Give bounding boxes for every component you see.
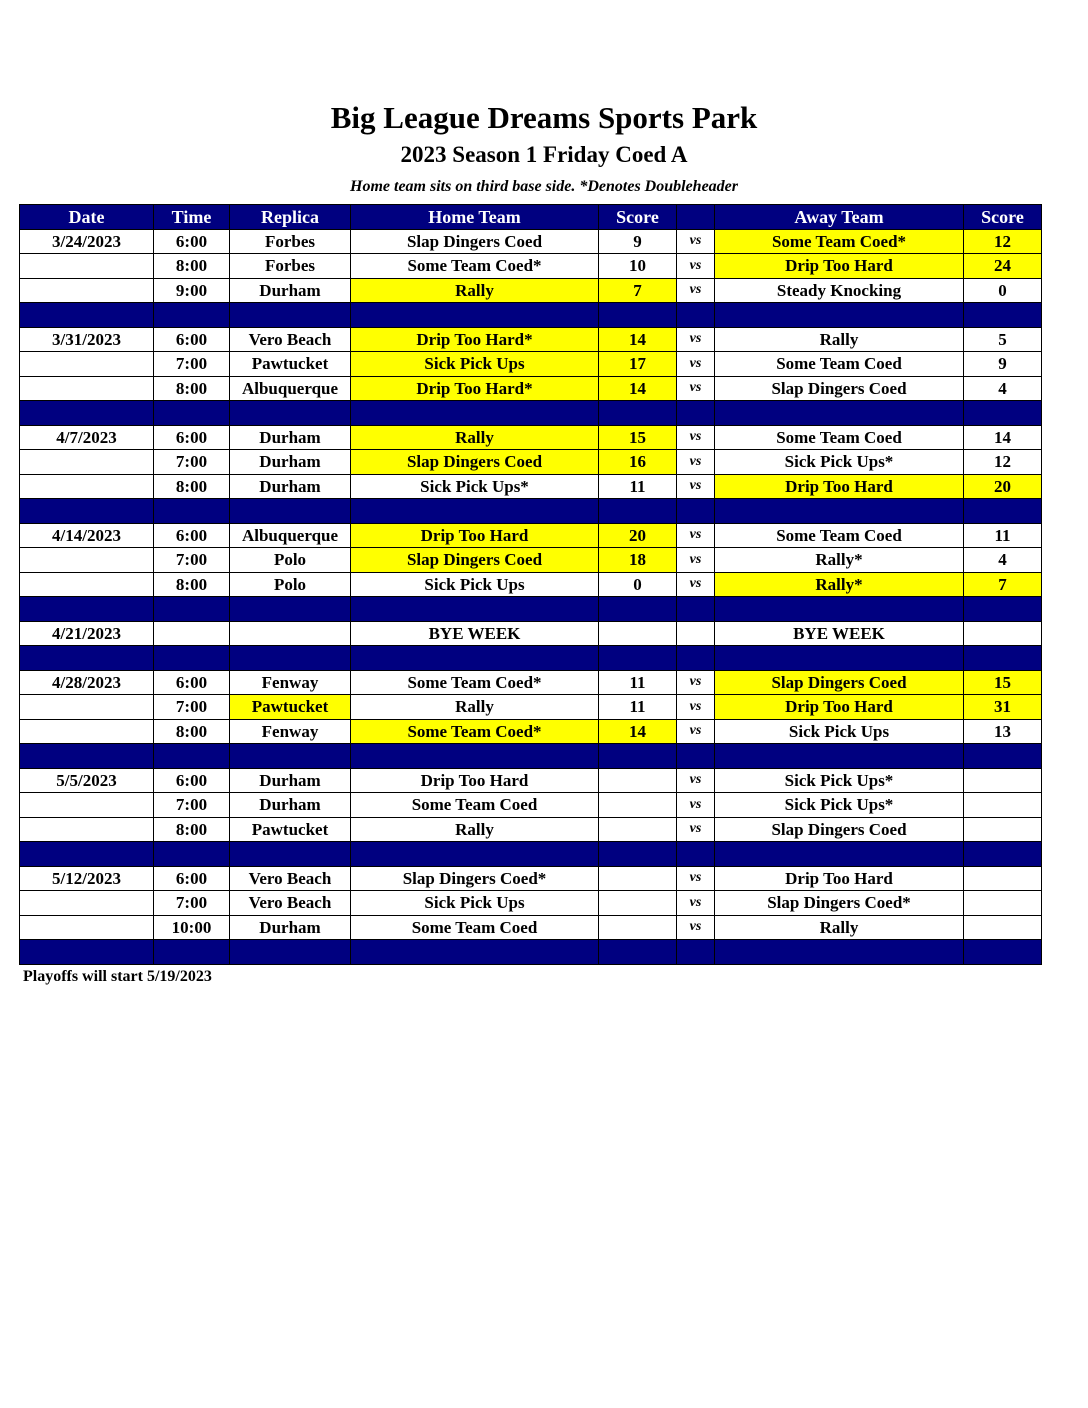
time-cell: 8:00 bbox=[154, 572, 230, 597]
date-cell: 4/14/2023 bbox=[20, 523, 154, 548]
date-cell bbox=[20, 254, 154, 279]
game-row bbox=[20, 450, 1042, 475]
game-row bbox=[20, 915, 1042, 940]
separator-cell bbox=[20, 499, 154, 524]
away-team-cell: Drip Too Hard bbox=[715, 474, 964, 499]
separator-cell bbox=[715, 499, 964, 524]
separator-cell bbox=[230, 646, 351, 671]
separator-cell bbox=[599, 940, 677, 965]
replica-cell: Durham bbox=[230, 474, 351, 499]
replica-cell: Pawtucket bbox=[230, 352, 351, 377]
separator-cell bbox=[230, 744, 351, 769]
separator-cell bbox=[964, 401, 1042, 426]
home-team-cell: Drip Too Hard* bbox=[351, 376, 599, 401]
home-team-cell: Rally bbox=[351, 695, 599, 720]
game-row bbox=[20, 376, 1042, 401]
separator-cell bbox=[154, 744, 230, 769]
date-cell: 3/31/2023 bbox=[20, 327, 154, 352]
replica-cell: Forbes bbox=[230, 229, 351, 254]
separator-cell bbox=[351, 303, 599, 328]
separator-cell bbox=[964, 597, 1042, 622]
away-score-cell: 4 bbox=[964, 376, 1042, 401]
week-separator-row bbox=[20, 646, 1042, 671]
vs-cell: vs bbox=[677, 719, 715, 744]
separator-cell bbox=[599, 744, 677, 769]
home-team-cell: Sick Pick Ups* bbox=[351, 474, 599, 499]
schedule-note: Home team sits on third base side. *Denotes Doubleheader bbox=[350, 178, 738, 195]
vs-cell: vs bbox=[677, 866, 715, 891]
replica-cell: Pawtucket bbox=[230, 817, 351, 842]
home-team-cell: Sick Pick Ups bbox=[351, 352, 599, 377]
col-header-home-score: Score bbox=[599, 205, 677, 230]
separator-cell bbox=[230, 597, 351, 622]
home-team-cell: Some Team Coed* bbox=[351, 670, 599, 695]
week-separator-row bbox=[20, 597, 1042, 622]
away-team-cell: Sick Pick Ups bbox=[715, 719, 964, 744]
away-team-cell: Rally* bbox=[715, 572, 964, 597]
away-score-cell: 7 bbox=[964, 572, 1042, 597]
separator-cell bbox=[351, 646, 599, 671]
vs-cell: vs bbox=[677, 695, 715, 720]
separator-cell bbox=[715, 597, 964, 622]
home-team-cell: Sick Pick Ups bbox=[351, 891, 599, 916]
home-team-cell: Rally bbox=[351, 278, 599, 303]
home-score-cell bbox=[599, 891, 677, 916]
date-cell: 3/24/2023 bbox=[20, 229, 154, 254]
time-cell: 9:00 bbox=[154, 278, 230, 303]
date-cell bbox=[20, 817, 154, 842]
away-score-cell: 12 bbox=[964, 450, 1042, 475]
game-row bbox=[20, 695, 1042, 720]
date-cell bbox=[20, 278, 154, 303]
separator-cell bbox=[351, 401, 599, 426]
home-score-cell: 11 bbox=[599, 670, 677, 695]
vs-cell: vs bbox=[677, 793, 715, 818]
home-score-cell: 14 bbox=[599, 719, 677, 744]
separator-cell bbox=[351, 940, 599, 965]
separator-cell bbox=[964, 646, 1042, 671]
game-row bbox=[20, 229, 1042, 254]
separator-cell bbox=[715, 744, 964, 769]
time-cell: 6:00 bbox=[154, 425, 230, 450]
replica-cell: Polo bbox=[230, 572, 351, 597]
time-cell: 6:00 bbox=[154, 866, 230, 891]
separator-cell bbox=[230, 842, 351, 867]
home-score-cell: 9 bbox=[599, 229, 677, 254]
time-cell: 6:00 bbox=[154, 229, 230, 254]
separator-cell bbox=[351, 842, 599, 867]
game-row bbox=[20, 352, 1042, 377]
away-team-cell: Some Team Coed bbox=[715, 352, 964, 377]
separator-cell bbox=[599, 401, 677, 426]
col-header-away-score: Score bbox=[964, 205, 1042, 230]
game-row bbox=[20, 548, 1042, 573]
replica-cell: Durham bbox=[230, 768, 351, 793]
separator-cell bbox=[677, 401, 715, 426]
week-separator-row bbox=[20, 303, 1042, 328]
away-team-cell: Rally* bbox=[715, 548, 964, 573]
away-score-cell bbox=[964, 866, 1042, 891]
away-team-cell: Drip Too Hard bbox=[715, 695, 964, 720]
schedule-table bbox=[19, 204, 1042, 965]
replica-cell: Polo bbox=[230, 548, 351, 573]
home-team-cell: Sick Pick Ups bbox=[351, 572, 599, 597]
date-cell bbox=[20, 376, 154, 401]
game-row bbox=[20, 572, 1042, 597]
time-cell: 6:00 bbox=[154, 670, 230, 695]
game-row bbox=[20, 670, 1042, 695]
separator-cell bbox=[351, 499, 599, 524]
away-score-cell bbox=[964, 621, 1042, 646]
time-cell: 7:00 bbox=[154, 548, 230, 573]
separator-cell bbox=[154, 499, 230, 524]
vs-cell: vs bbox=[677, 254, 715, 279]
home-team-cell: Slap Dingers Coed bbox=[351, 450, 599, 475]
vs-cell bbox=[677, 621, 715, 646]
time-cell bbox=[154, 621, 230, 646]
away-score-cell: 0 bbox=[964, 278, 1042, 303]
home-team-cell: Slap Dingers Coed bbox=[351, 229, 599, 254]
separator-cell bbox=[715, 842, 964, 867]
away-team-cell: Drip Too Hard bbox=[715, 866, 964, 891]
away-team-cell: Drip Too Hard bbox=[715, 254, 964, 279]
date-cell bbox=[20, 695, 154, 720]
vs-cell: vs bbox=[677, 891, 715, 916]
date-cell bbox=[20, 891, 154, 916]
vs-cell: vs bbox=[677, 915, 715, 940]
away-score-cell: 24 bbox=[964, 254, 1042, 279]
page-title: Big League Dreams Sports Park bbox=[330, 100, 758, 135]
vs-cell: vs bbox=[677, 670, 715, 695]
time-cell: 7:00 bbox=[154, 793, 230, 818]
home-score-cell bbox=[599, 793, 677, 818]
time-cell: 7:00 bbox=[154, 891, 230, 916]
vs-cell: vs bbox=[677, 572, 715, 597]
game-row bbox=[20, 425, 1042, 450]
separator-cell bbox=[230, 303, 351, 328]
home-score-cell bbox=[599, 621, 677, 646]
separator-cell bbox=[599, 646, 677, 671]
away-team-cell: Steady Knocking bbox=[715, 278, 964, 303]
game-row bbox=[20, 327, 1042, 352]
date-cell: 5/12/2023 bbox=[20, 866, 154, 891]
away-team-cell: Slap Dingers Coed bbox=[715, 817, 964, 842]
separator-cell bbox=[964, 940, 1042, 965]
time-cell: 6:00 bbox=[154, 327, 230, 352]
vs-cell: vs bbox=[677, 474, 715, 499]
home-score-cell: 11 bbox=[599, 474, 677, 499]
date-cell bbox=[20, 548, 154, 573]
col-header-replica: Replica bbox=[230, 205, 351, 230]
time-cell: 10:00 bbox=[154, 915, 230, 940]
date-cell bbox=[20, 719, 154, 744]
home-score-cell bbox=[599, 915, 677, 940]
replica-cell: Durham bbox=[230, 915, 351, 940]
away-score-cell: 12 bbox=[964, 229, 1042, 254]
date-cell bbox=[20, 793, 154, 818]
col-header-time: Time bbox=[154, 205, 230, 230]
replica-cell: Vero Beach bbox=[230, 866, 351, 891]
home-score-cell bbox=[599, 768, 677, 793]
away-team-cell: Slap Dingers Coed bbox=[715, 376, 964, 401]
col-header-vs bbox=[677, 205, 715, 230]
home-team-cell: Rally bbox=[351, 425, 599, 450]
separator-cell bbox=[677, 744, 715, 769]
separator-cell bbox=[20, 401, 154, 426]
separator-cell bbox=[964, 744, 1042, 769]
separator-cell bbox=[154, 646, 230, 671]
away-team-cell: Sick Pick Ups* bbox=[715, 768, 964, 793]
col-header-away-team: Away Team bbox=[715, 205, 964, 230]
away-team-cell: Sick Pick Ups* bbox=[715, 793, 964, 818]
home-team-cell: Some Team Coed* bbox=[351, 254, 599, 279]
replica-cell bbox=[230, 621, 351, 646]
week-separator-row bbox=[20, 499, 1042, 524]
away-score-cell bbox=[964, 891, 1042, 916]
home-score-cell: 17 bbox=[599, 352, 677, 377]
separator-cell bbox=[715, 401, 964, 426]
home-team-cell: Slap Dingers Coed* bbox=[351, 866, 599, 891]
separator-cell bbox=[230, 401, 351, 426]
vs-cell: vs bbox=[677, 817, 715, 842]
time-cell: 8:00 bbox=[154, 376, 230, 401]
separator-cell bbox=[154, 940, 230, 965]
away-team-cell: Some Team Coed bbox=[715, 425, 964, 450]
date-cell: 4/7/2023 bbox=[20, 425, 154, 450]
separator-cell bbox=[715, 303, 964, 328]
separator-cell bbox=[20, 940, 154, 965]
home-score-cell: 14 bbox=[599, 327, 677, 352]
away-team-cell: Some Team Coed* bbox=[715, 229, 964, 254]
home-score-cell bbox=[599, 817, 677, 842]
game-row bbox=[20, 768, 1042, 793]
separator-cell bbox=[599, 597, 677, 622]
home-score-cell: 7 bbox=[599, 278, 677, 303]
date-cell: 5/5/2023 bbox=[20, 768, 154, 793]
separator-cell bbox=[154, 842, 230, 867]
vs-cell: vs bbox=[677, 768, 715, 793]
home-team-cell: Slap Dingers Coed bbox=[351, 548, 599, 573]
week-separator-row bbox=[20, 842, 1042, 867]
home-team-cell: Drip Too Hard bbox=[351, 768, 599, 793]
vs-cell: vs bbox=[677, 376, 715, 401]
vs-cell: vs bbox=[677, 229, 715, 254]
separator-cell bbox=[715, 646, 964, 671]
home-team-cell: Drip Too Hard* bbox=[351, 327, 599, 352]
separator-cell bbox=[677, 646, 715, 671]
home-score-cell: 15 bbox=[599, 425, 677, 450]
game-row bbox=[20, 891, 1042, 916]
replica-cell: Durham bbox=[230, 450, 351, 475]
separator-cell bbox=[677, 303, 715, 328]
time-cell: 8:00 bbox=[154, 817, 230, 842]
date-cell: 4/21/2023 bbox=[20, 621, 154, 646]
game-row bbox=[20, 254, 1042, 279]
home-score-cell: 14 bbox=[599, 376, 677, 401]
time-cell: 6:00 bbox=[154, 523, 230, 548]
replica-cell: Fenway bbox=[230, 670, 351, 695]
vs-cell: vs bbox=[677, 450, 715, 475]
home-score-cell: 18 bbox=[599, 548, 677, 573]
home-score-cell: 10 bbox=[599, 254, 677, 279]
home-score-cell bbox=[599, 866, 677, 891]
away-score-cell: 4 bbox=[964, 548, 1042, 573]
vs-cell: vs bbox=[677, 548, 715, 573]
away-team-cell: Rally bbox=[715, 327, 964, 352]
game-row bbox=[20, 866, 1042, 891]
away-team-cell: Slap Dingers Coed bbox=[715, 670, 964, 695]
away-team-cell: Sick Pick Ups* bbox=[715, 450, 964, 475]
separator-cell bbox=[154, 597, 230, 622]
date-cell bbox=[20, 915, 154, 940]
separator-cell bbox=[351, 597, 599, 622]
game-row bbox=[20, 817, 1042, 842]
vs-cell: vs bbox=[677, 278, 715, 303]
separator-cell bbox=[599, 842, 677, 867]
away-score-cell bbox=[964, 768, 1042, 793]
replica-cell: Vero Beach bbox=[230, 327, 351, 352]
time-cell: 7:00 bbox=[154, 352, 230, 377]
replica-cell: Durham bbox=[230, 278, 351, 303]
separator-cell bbox=[677, 842, 715, 867]
separator-cell bbox=[964, 499, 1042, 524]
separator-cell bbox=[154, 401, 230, 426]
game-row bbox=[20, 278, 1042, 303]
vs-cell: vs bbox=[677, 352, 715, 377]
bye-week-row bbox=[20, 621, 1042, 646]
replica-cell: Albuquerque bbox=[230, 523, 351, 548]
away-score-cell: 13 bbox=[964, 719, 1042, 744]
separator-cell bbox=[964, 303, 1042, 328]
separator-cell bbox=[20, 842, 154, 867]
home-team-cell: Some Team Coed* bbox=[351, 719, 599, 744]
separator-cell bbox=[154, 303, 230, 328]
separator-cell bbox=[230, 499, 351, 524]
separator-cell bbox=[677, 597, 715, 622]
home-score-cell: 20 bbox=[599, 523, 677, 548]
separator-cell bbox=[599, 499, 677, 524]
page-subtitle: 2023 Season 1 Friday Coed A bbox=[400, 142, 688, 167]
game-row bbox=[20, 793, 1042, 818]
home-team-cell: Drip Too Hard bbox=[351, 523, 599, 548]
home-team-cell: Rally bbox=[351, 817, 599, 842]
time-cell: 6:00 bbox=[154, 768, 230, 793]
separator-cell bbox=[20, 597, 154, 622]
playoffs-note: Playoffs will start 5/19/2023 bbox=[23, 968, 212, 985]
separator-cell bbox=[599, 303, 677, 328]
table-header-row bbox=[20, 205, 1042, 230]
home-score-cell: 16 bbox=[599, 450, 677, 475]
away-team-cell: Rally bbox=[715, 915, 964, 940]
replica-cell: Albuquerque bbox=[230, 376, 351, 401]
date-cell bbox=[20, 572, 154, 597]
separator-cell bbox=[351, 744, 599, 769]
date-cell: 4/28/2023 bbox=[20, 670, 154, 695]
away-score-cell bbox=[964, 915, 1042, 940]
replica-cell: Pawtucket bbox=[230, 695, 351, 720]
away-score-cell bbox=[964, 793, 1042, 818]
away-score-cell: 14 bbox=[964, 425, 1042, 450]
week-separator-row bbox=[20, 401, 1042, 426]
separator-cell bbox=[677, 940, 715, 965]
time-cell: 8:00 bbox=[154, 719, 230, 744]
separator-cell bbox=[715, 940, 964, 965]
separator-cell bbox=[964, 842, 1042, 867]
time-cell: 7:00 bbox=[154, 450, 230, 475]
away-team-cell: Some Team Coed bbox=[715, 523, 964, 548]
date-cell bbox=[20, 450, 154, 475]
col-header-home-team: Home Team bbox=[351, 205, 599, 230]
replica-cell: Durham bbox=[230, 425, 351, 450]
schedule-body bbox=[20, 229, 1042, 964]
week-separator-row bbox=[20, 744, 1042, 769]
home-score-cell: 0 bbox=[599, 572, 677, 597]
date-cell bbox=[20, 474, 154, 499]
separator-cell bbox=[230, 940, 351, 965]
replica-cell: Forbes bbox=[230, 254, 351, 279]
game-row bbox=[20, 719, 1042, 744]
vs-cell: vs bbox=[677, 327, 715, 352]
game-row bbox=[20, 474, 1042, 499]
col-header-date: Date bbox=[20, 205, 154, 230]
time-cell: 8:00 bbox=[154, 474, 230, 499]
home-team-cell: BYE WEEK bbox=[351, 621, 599, 646]
replica-cell: Durham bbox=[230, 793, 351, 818]
time-cell: 7:00 bbox=[154, 695, 230, 720]
separator-cell bbox=[20, 744, 154, 769]
separator-cell bbox=[677, 499, 715, 524]
away-score-cell: 5 bbox=[964, 327, 1042, 352]
away-team-cell: Slap Dingers Coed* bbox=[715, 891, 964, 916]
home-team-cell: Some Team Coed bbox=[351, 793, 599, 818]
replica-cell: Fenway bbox=[230, 719, 351, 744]
home-score-cell: 11 bbox=[599, 695, 677, 720]
separator-cell bbox=[20, 303, 154, 328]
home-team-cell: Some Team Coed bbox=[351, 915, 599, 940]
separator-cell bbox=[20, 646, 154, 671]
time-cell: 8:00 bbox=[154, 254, 230, 279]
away-score-cell: 9 bbox=[964, 352, 1042, 377]
away-score-cell bbox=[964, 817, 1042, 842]
away-score-cell: 11 bbox=[964, 523, 1042, 548]
date-cell bbox=[20, 352, 154, 377]
away-score-cell: 20 bbox=[964, 474, 1042, 499]
replica-cell: Vero Beach bbox=[230, 891, 351, 916]
vs-cell: vs bbox=[677, 425, 715, 450]
away-team-cell: BYE WEEK bbox=[715, 621, 964, 646]
away-score-cell: 31 bbox=[964, 695, 1042, 720]
vs-cell: vs bbox=[677, 523, 715, 548]
game-row bbox=[20, 523, 1042, 548]
away-score-cell: 15 bbox=[964, 670, 1042, 695]
week-separator-row bbox=[20, 940, 1042, 965]
